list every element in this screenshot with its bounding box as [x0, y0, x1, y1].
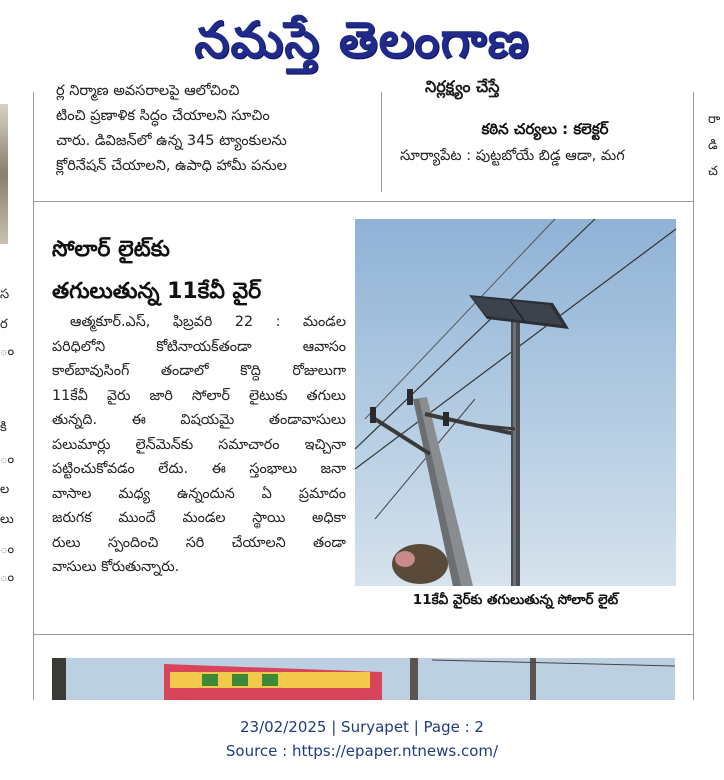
page-footer — [0, 700, 724, 780]
bottom-article-photo — [52, 658, 675, 700]
body-line: జరుగక ముందే మండల స్థాయి అధికా — [52, 510, 346, 526]
top-left-article-continuation — [56, 83, 356, 179]
body-line: వాసాల మధ్య ఉన్నందున ఏ ప్రమాదం — [52, 485, 346, 502]
right-fragment: డి — [708, 138, 718, 153]
article-headline — [52, 229, 352, 313]
left-fragment: ర — [0, 317, 8, 332]
left-neighbor-photo — [0, 104, 8, 244]
article-body — [52, 310, 346, 580]
right-fragment: రా — [708, 112, 721, 127]
right-fragment: చ — [708, 164, 718, 179]
column-rule-right — [693, 92, 694, 700]
cut-headline: నిర్లక్ష్యం చేస్తే — [425, 77, 500, 96]
left-fragment: ం — [0, 452, 15, 467]
left-fragment: స — [0, 287, 10, 302]
masthead-logo-text: నమస్తే తెలంగాణ — [194, 10, 530, 69]
body-line: ఆత్మకూర్.ఎస్, ఫిబ్రవరి 22 : మండల — [70, 314, 346, 330]
edition-info: 23/02/2025 | Suryapet | Page : 2 — [240, 718, 484, 736]
body-line: పలుమార్లు లైన్‌మెన్‌కు సమాచారం ఇచ్చినా — [52, 436, 346, 453]
article-subheading: కఠిన చర్యలు : కలెక్టర్ — [481, 120, 609, 138]
insulator — [370, 407, 376, 423]
newspaper-clipping — [0, 77, 724, 700]
article-dateline: సూర్యాపేట : పుట్టబోయే బిడ్డ ఆడా, మగ — [400, 148, 625, 164]
column-rule-top-middle — [381, 92, 382, 192]
left-fragment: ం — [0, 570, 15, 585]
left-fragment: ల — [0, 482, 10, 497]
headline-line-1: సోలార్ లైట్‌కు — [52, 237, 170, 262]
insulator — [407, 389, 413, 405]
body-line: కాల్‌బావుసింగ్ తండాలో కొద్ది రోజులుగా — [52, 363, 346, 379]
body-line: పట్టించుకోవడం లేదు. ఈ స్తంభాలు జనా — [52, 461, 346, 477]
headline-line-2: తగులుతున్న 11కేవీ వైర్ — [52, 279, 262, 304]
body-line: తున్నది. ఈ విషయమై తండావాసులు — [52, 412, 346, 428]
pole — [410, 658, 418, 700]
body-line: రులు స్పందించి సరి చేయాలని తండా — [52, 534, 346, 551]
body-line: వాసులు కోరుతున్నారు. — [52, 559, 180, 575]
cut-text-line: ర్ల నిర్మాణ అవసరాలపై ఆలోచించి — [56, 83, 240, 99]
left-fragment: ం — [0, 344, 15, 359]
top-right-article-start — [400, 77, 690, 168]
body-line: 11కేవీ వైరు జారి సోలార్ లైటుకు తగులు — [52, 387, 346, 404]
left-fragment: ం — [0, 542, 15, 557]
left-neighbor-column — [0, 92, 14, 700]
left-fragment: లు — [0, 512, 14, 527]
source-link[interactable]: Source : https://epaper.ntnews.com/ — [225, 742, 499, 760]
right-neighbor-column — [700, 92, 724, 700]
body-line: పరిధిలోని కోటినాయక్‌తండా ఆవాసం — [52, 338, 346, 355]
text-line: చారు. డివిజన్‌లో ఉన్న 345 ట్యాంకులను — [56, 133, 287, 149]
text-line: క్లోరినేషన్ చేయాలని, ఉపాధి హామీ పనుల — [56, 158, 287, 174]
text-line: టించి ప్రణాళిక సిద్ధం చేయాలని సూచిం — [56, 108, 270, 124]
tree-blossom — [395, 551, 415, 567]
column-rule-left — [33, 92, 34, 700]
solar-light-photo — [355, 219, 676, 586]
section-rule-top — [33, 201, 694, 202]
left-fragment: కి — [0, 420, 7, 435]
section-rule-bottom — [33, 634, 694, 635]
photo-caption: 11కేవీ వైర్‌కు తగులుతున్న సోలార్ లైట్ — [412, 592, 619, 608]
insulator — [443, 412, 449, 426]
